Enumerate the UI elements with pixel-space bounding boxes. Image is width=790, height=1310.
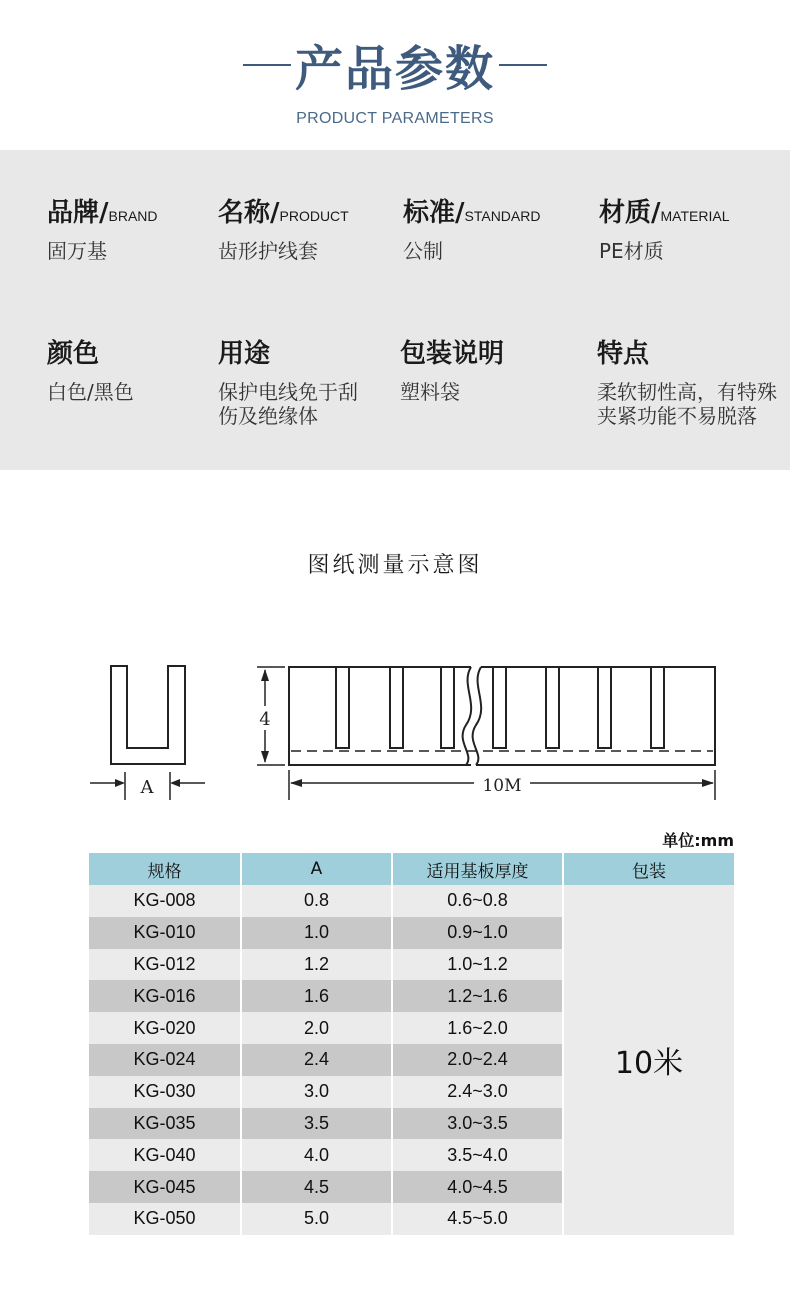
- param-value: 柔软韧性高，有特殊夹紧功能不易脱落: [597, 380, 777, 428]
- cell-a: 2.4: [242, 1044, 393, 1076]
- comb-teeth-right: [493, 667, 664, 748]
- comb-teeth-left: [336, 667, 454, 748]
- cell-thickness: 0.6~0.8: [393, 885, 564, 917]
- param-standard: [403, 192, 583, 263]
- param-packaging: [400, 333, 580, 404]
- cell-a: 0.8: [242, 885, 393, 917]
- header-a: A: [242, 853, 393, 885]
- cell-spec: KG-035: [89, 1108, 242, 1140]
- diagram-title: 图纸测量示意图: [307, 553, 483, 578]
- param-label: 材质/MATERIAL: [599, 198, 730, 228]
- height-arrowhead-top: [261, 669, 269, 681]
- cell-packaging: 10米: [564, 885, 734, 1235]
- param-value: 保护电线免于刮伤及绝缘体: [218, 380, 358, 428]
- cell-a: 4.5: [242, 1171, 393, 1203]
- cell-spec: KG-008: [89, 885, 242, 917]
- cell-spec: KG-030: [89, 1076, 242, 1108]
- diagram-svg: [0, 650, 790, 815]
- cell-thickness: 4.0~4.5: [393, 1171, 564, 1203]
- cell-thickness: 1.0~1.2: [393, 949, 564, 981]
- cell-a: 1.2: [242, 949, 393, 981]
- param-value: PE材质: [599, 239, 664, 263]
- param-label: 名称/PRODUCT: [218, 198, 349, 228]
- params-panel: [0, 150, 790, 470]
- page-title-text: 产品参数: [294, 41, 495, 97]
- cell-a: 2.0: [242, 1012, 393, 1044]
- param-product: [218, 192, 388, 263]
- u-dim-label-a: A: [140, 777, 154, 798]
- cell-thickness: 2.4~3.0: [393, 1076, 564, 1108]
- cell-spec: KG-020: [89, 1012, 242, 1044]
- page-subtitle: PRODUCT PARAMETERS: [296, 110, 494, 127]
- cell-thickness: 1.2~1.6: [393, 980, 564, 1012]
- param-label: 用途: [218, 339, 271, 369]
- cell-spec: KG-010: [89, 917, 242, 949]
- cell-spec: KG-045: [89, 1171, 242, 1203]
- cell-thickness: 0.9~1.0: [393, 917, 564, 949]
- param-color: [47, 333, 207, 404]
- table-header-row: [89, 853, 734, 885]
- height-arrowhead-bottom: [261, 751, 269, 763]
- cell-thickness: 4.5~5.0: [393, 1203, 564, 1235]
- length-label: 10M: [482, 776, 522, 796]
- param-feature: [597, 333, 783, 428]
- cell-thickness: 1.6~2.0: [393, 1012, 564, 1044]
- cell-a: 4.0: [242, 1139, 393, 1171]
- param-value: 固万基: [47, 239, 107, 263]
- title-dash-right: [499, 64, 547, 66]
- unit-label: 单位:mm: [662, 831, 734, 850]
- param-value: 公制: [403, 239, 443, 263]
- cell-a: 1.0: [242, 917, 393, 949]
- cell-thickness: 2.0~2.4: [393, 1044, 564, 1076]
- length-arrowhead-left: [290, 779, 302, 787]
- measurement-diagram: [0, 650, 790, 815]
- header-spec: 规格: [89, 853, 242, 885]
- cell-a: 3.5: [242, 1108, 393, 1140]
- height-label: 4: [259, 709, 271, 730]
- u-dim-left-arrowhead: [115, 779, 125, 787]
- param-usage: [218, 333, 360, 428]
- param-value: 白色/黑色: [47, 380, 134, 404]
- u-profile-outline: [111, 666, 185, 764]
- cell-thickness: 3.0~3.5: [393, 1108, 564, 1140]
- cell-spec: KG-016: [89, 980, 242, 1012]
- cell-a: 3.0: [242, 1076, 393, 1108]
- param-brand: [47, 192, 207, 263]
- param-label: 包装说明: [400, 339, 505, 369]
- param-label: 品牌/BRAND: [47, 198, 158, 228]
- param-value: 塑料袋: [400, 380, 460, 404]
- cell-a: 5.0: [242, 1203, 393, 1235]
- param-label: 标准/STANDARD: [403, 198, 541, 228]
- section-header: [0, 0, 790, 150]
- length-arrowhead-right: [702, 779, 714, 787]
- cell-spec: KG-050: [89, 1203, 242, 1235]
- title-dash-left: [243, 64, 291, 66]
- u-dim-right-arrowhead: [170, 779, 180, 787]
- table-row: [89, 885, 734, 917]
- spec-table: [89, 853, 734, 1235]
- param-material: [599, 192, 779, 263]
- cell-spec: KG-012: [89, 949, 242, 981]
- param-label: 特点: [597, 339, 650, 369]
- cell-thickness: 3.5~4.0: [393, 1139, 564, 1171]
- param-value: 齿形护线套: [218, 239, 318, 263]
- page-title: [0, 30, 790, 99]
- cell-spec: KG-024: [89, 1044, 242, 1076]
- cell-spec: KG-040: [89, 1139, 242, 1171]
- param-label: 颜色: [47, 339, 100, 369]
- header-thickness: 适用基板厚度: [393, 853, 564, 885]
- header-packaging: 包装: [564, 853, 734, 885]
- cell-a: 1.6: [242, 980, 393, 1012]
